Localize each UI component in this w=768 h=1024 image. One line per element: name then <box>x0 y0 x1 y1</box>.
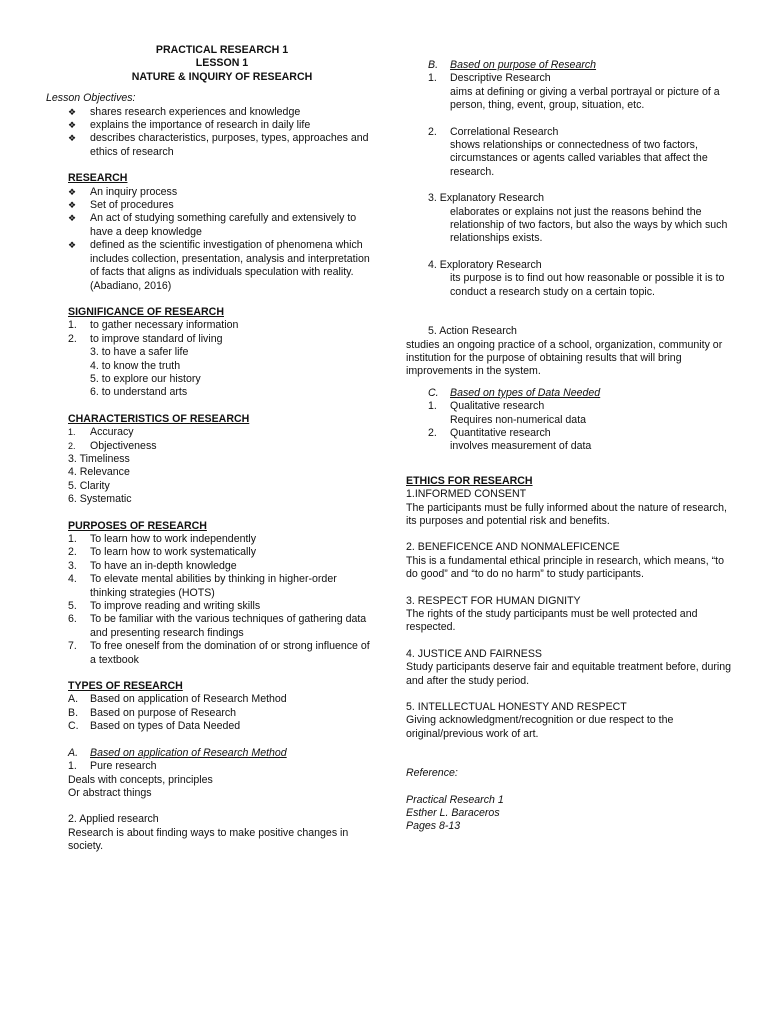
doc-title-line1: PRACTICAL RESEARCH 1 <box>155 44 289 56</box>
types-section <box>46 680 376 734</box>
list-item: C. Based on types of Data Needed <box>68 720 241 733</box>
list-item: ❖ An inquiry process <box>68 185 178 198</box>
list-item: 3. to have a safer life <box>90 346 189 359</box>
list-item: 6. Systematic <box>68 493 132 506</box>
diamond-bullet-icon: ❖ <box>68 200 77 211</box>
section-a <box>46 747 376 854</box>
paragraph: This is a fundamental ethical principle in research, which means, “to do good” and “to do no harm” to study participants. <box>406 554 724 581</box>
paragraph: shows relationships or connectedness of two factors, circumstances or agents called variables that affect the research. <box>450 139 708 178</box>
right-column <box>406 59 736 834</box>
list-item: 2. to improve standard of living <box>68 332 223 345</box>
list-item: 5. Clarity <box>68 479 110 492</box>
list-item: A. Based on application of Research Method <box>68 693 287 706</box>
list-item: 4. to know the truth <box>90 359 181 372</box>
reference-line: Pages 8-13 <box>406 820 461 833</box>
diamond-bullet-icon: ❖ <box>68 240 77 251</box>
section-heading: PURPOSES OF RESEARCH <box>68 519 207 532</box>
list-item: 3. To have an in-depth knowledge <box>68 559 237 572</box>
list-item: 4. Relevance <box>68 466 130 479</box>
list-item: 1. Qualitative research <box>428 400 545 413</box>
list-item: ❖ describes characteristics, purposes, types, approaches and ethics of research <box>68 132 369 158</box>
subsection-heading: B. Based on purpose of Research <box>428 59 597 71</box>
list-item: ❖ explains the importance of research in daily life <box>68 119 311 132</box>
list-item: 4. Exploratory Research <box>428 258 542 271</box>
list-item: B. Based on purpose of Research <box>68 706 237 719</box>
diamond-bullet-icon: ❖ <box>68 186 77 197</box>
section-heading: RESEARCH <box>68 172 128 185</box>
list-item: 1. to gather necessary information <box>68 319 239 332</box>
purposes-section <box>46 520 376 667</box>
ethics-item-title: 4. JUSTICE AND FAIRNESS <box>406 647 542 660</box>
list-item: 6. to understand arts <box>90 386 188 399</box>
list-item: 5. To improve reading and writing skills <box>68 600 261 613</box>
subsection-heading: A. Based on application of Research Method <box>68 746 287 759</box>
section-heading: CHARACTERISTICS OF RESEARCH <box>68 412 250 425</box>
doc-title-line3: NATURE & INQUIRY OF RESEARCH <box>131 70 313 83</box>
subsection-heading: C. Based on types of Data Needed <box>428 386 601 399</box>
list-item: 5. Action Research <box>428 325 517 338</box>
ethics-item-title: 3. RESPECT FOR HUMAN DIGNITY <box>406 594 581 607</box>
list-item: ❖ defined as the scientific investigation of phenomena which includes collection, presentation, analysis and interpretation of facts that aligns as individuals speculation with reality. (Abadiano, 2016) <box>68 239 370 292</box>
doc-title-line2: LESSON 1 <box>195 57 249 70</box>
significance-section <box>46 306 376 400</box>
paragraph: involves measurement of data <box>450 440 592 453</box>
paragraph: Or abstract things <box>68 786 152 799</box>
paragraph: elaborates or explains not just the reasons behind the relationship of two factors, but also the ways by which such relationships exists. <box>450 205 728 245</box>
reference-line: Esther L. Baraceros <box>406 807 500 820</box>
list-item: 1. Accuracy <box>68 426 134 439</box>
list-item: ❖ An act of studying something carefully and extensively to have a deep knowledge <box>68 212 357 238</box>
list-item: 2. Applied research <box>68 813 159 826</box>
paragraph: The participants must be fully informed about the nature of research, its purposes and potential risk and benefits. <box>406 501 727 527</box>
paragraph: The rights of the study participants must be well protected and respected. <box>406 608 698 634</box>
left-column <box>46 44 376 854</box>
paragraph: Deals with concepts, principles <box>68 773 213 786</box>
characteristics-section <box>46 413 376 507</box>
reference-line: Practical Research 1 <box>406 793 504 806</box>
section-b <box>406 59 736 379</box>
objectives-label: Lesson Objectives: <box>46 92 136 105</box>
list-item: 5. to explore our history <box>90 372 201 385</box>
list-item: 2. Objectiveness <box>68 439 157 452</box>
paragraph: Study participants deserve fair and equitable treatment before, during and after the study period. <box>406 661 732 687</box>
ethics-item-title: 1.INFORMED CONSENT <box>406 488 527 501</box>
reference-label: Reference: <box>406 767 458 780</box>
list-item: 6. To be familiar with the various techniques of gathering data and presenting research findings <box>68 613 367 639</box>
list-item: ❖ Set of procedures <box>68 199 174 212</box>
research-section <box>46 172 376 293</box>
ethics-item-title: 2. BENEFICENCE AND NONMALEFICENCE <box>406 541 620 554</box>
list-item: 1. Descriptive Research <box>428 72 551 85</box>
list-item: 1. Pure research <box>68 760 157 773</box>
list-item: 4. To elevate mental abilities by thinking in higher-order thinking strategies (HOTS) <box>68 573 337 599</box>
list-item: 3. Timeliness <box>68 452 130 465</box>
list-item: 2. Correlational Research <box>428 125 559 138</box>
objectives-list <box>46 106 376 160</box>
list-item: 2. To learn how to work systematically <box>68 546 257 559</box>
diamond-bullet-icon: ❖ <box>68 133 77 144</box>
section-heading: ETHICS FOR RESEARCH <box>406 474 533 487</box>
paragraph: aims at defining or giving a verbal portrayal or picture of a person, thing, event, group, situation, etc. <box>450 85 720 112</box>
diamond-bullet-icon: ❖ <box>68 120 77 131</box>
list-item: 7. To free oneself from the domination of or strong influence of a textbook <box>68 640 370 666</box>
paragraph: Giving acknowledgment/recognition or due respect to the original/previous work of art. <box>406 714 674 740</box>
list-item: 2. Quantitative research <box>428 426 551 439</box>
list-item: ❖ shares research experiences and knowledge <box>68 105 301 118</box>
section-heading: SIGNIFICANCE OF RESEARCH <box>68 305 224 318</box>
diamond-bullet-icon: ❖ <box>68 213 77 224</box>
ethics-item-title: 5. INTELLECTUAL HONESTY AND RESPECT <box>406 701 627 714</box>
ethics-section <box>406 475 736 742</box>
paragraph: studies an ongoing practice of a school, organization, community or institution for the purpose of obtaining results that will bring improvements in the system. <box>406 338 723 378</box>
paragraph: Requires non-numerical data <box>450 413 587 426</box>
list-item: 3. Explanatory Research <box>428 192 545 205</box>
diamond-bullet-icon: ❖ <box>68 106 77 117</box>
paragraph: Research is about finding ways to make positive changes in society. <box>68 826 349 853</box>
reference-section <box>406 767 736 834</box>
section-heading: TYPES OF RESEARCH <box>68 680 183 693</box>
section-c <box>406 387 736 454</box>
list-item: 1. To learn how to work independently <box>68 533 257 545</box>
paragraph: its purpose is to find out how reasonable or possible it is to conduct a research study on a certain topic. <box>450 272 725 298</box>
